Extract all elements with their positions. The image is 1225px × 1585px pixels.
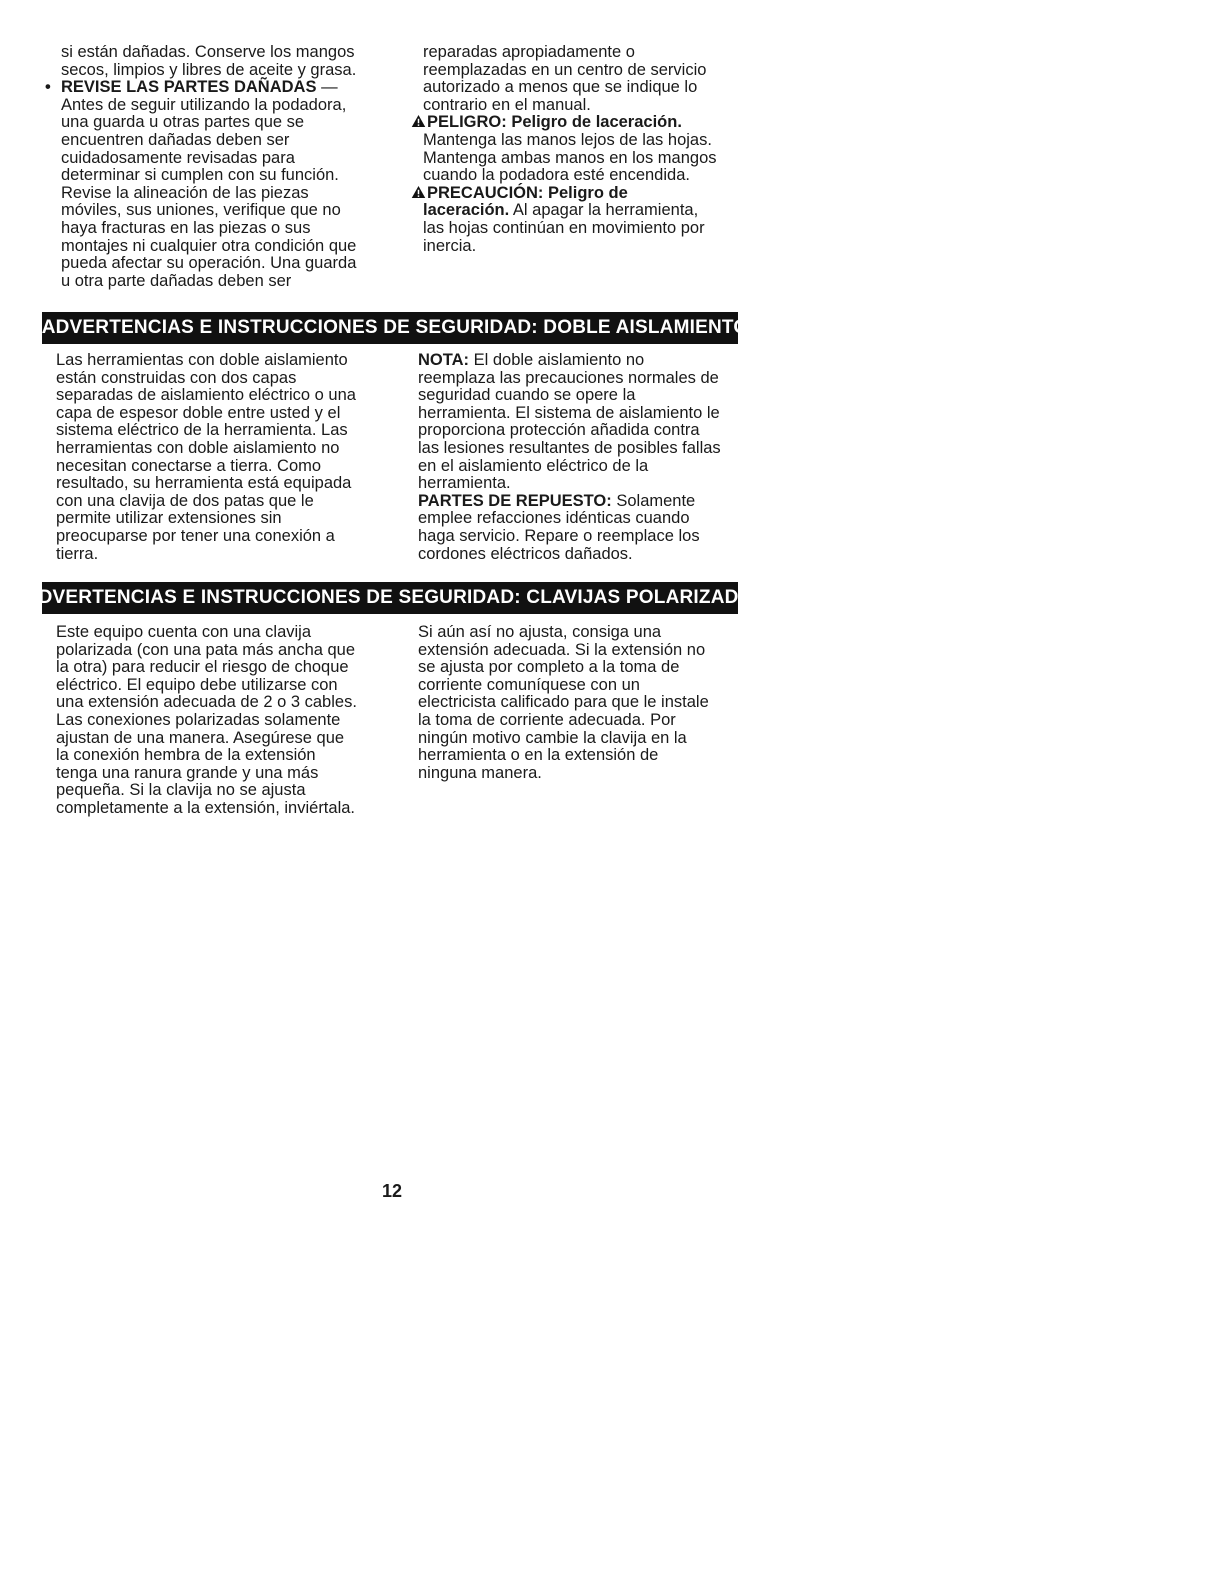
text-line: proporciona protección añadida contra — [418, 421, 700, 440]
banner-polarized-plugs-text: ADVERTENCIAS E INSTRUCCIONES DE SEGURIDAD: CLAVIJAS POLARIZADAS — [24, 587, 766, 608]
polarized-left — [56, 624, 357, 818]
text-line: necesitan conectarse a tierra. Como — [56, 456, 322, 475]
double-left-lines — [56, 352, 356, 563]
text-line: herramienta. El sistema de aislamiento le — [418, 403, 720, 422]
caution-line-2 — [423, 202, 717, 220]
text-line: Este equipo cuenta con una clavija — [56, 623, 312, 641]
text-line: ninguna manera. — [418, 763, 542, 782]
text-line: pequeña. Si la clavija no se ajusta — [56, 781, 306, 800]
top-left-lines-1 — [61, 44, 356, 79]
top-right-lines-1 — [423, 44, 717, 114]
text-line: tierra. — [56, 544, 99, 563]
partes-first: Solamente — [611, 491, 696, 510]
alert-triangle-icon — [411, 114, 426, 128]
text-line: la otra) para reducir el riesgo de choque — [56, 658, 349, 677]
text-line: las lesiones resultantes de posibles fallas — [418, 438, 721, 457]
text-line: cuando la podadora esté encendida. — [423, 166, 690, 185]
text-line: Mantenga las manos lejos de las hojas. — [423, 130, 712, 149]
text-line: herramienta o en la extensión de — [418, 746, 659, 765]
partes-lines — [418, 510, 721, 563]
alert-triangle-icon — [411, 185, 426, 199]
text-line: preocuparse por tener una conexión a — [56, 526, 335, 545]
text-line: inercia. — [423, 236, 477, 255]
text-line: corriente comuníquese con un — [418, 675, 640, 694]
text-line: pueda afectar su operación. Una guarda — [61, 254, 357, 273]
danger-lines — [423, 132, 717, 185]
text-line: reemplazadas en un centro de servicio — [423, 60, 707, 79]
double-insulation-left — [56, 352, 356, 563]
text-line: herramienta. — [418, 474, 511, 493]
text-line: haya fracturas en las piezas o sus — [61, 218, 311, 237]
caution-heading-2: laceración. — [423, 201, 510, 220]
partes-line — [418, 493, 721, 511]
text-line: montajes ni cualquier otra condición que — [61, 236, 357, 255]
nota-line — [418, 352, 721, 370]
text-line: herramientas con doble aislamiento no — [56, 438, 340, 457]
text-line: Si aún así no ajusta, consiga una — [418, 623, 662, 641]
bullet-heading: REVISE LAS PARTES DAÑADAS — [61, 78, 317, 97]
text-line: cordones eléctricos dañados. — [418, 544, 633, 563]
caution-text-1: Al apagar la herramienta, — [509, 201, 699, 220]
bullet-dash: — — [316, 78, 338, 97]
text-line: encuentren dañadas deben ser — [61, 130, 290, 149]
text-line: Mantenga ambas manos en los mangos — [423, 148, 717, 167]
text-line: reemplaza las precauciones normales de — [418, 368, 719, 387]
text-line: extensión adecuada. Si la extensión no — [418, 640, 706, 659]
page-number: 12 — [382, 1181, 403, 1201]
caution-lines — [423, 220, 717, 255]
text-line: ajustan de una manera. Asegúrese que — [56, 728, 345, 747]
bullet-dot: • — [45, 78, 51, 97]
danger-block — [411, 114, 717, 132]
text-line: permite utilizar extensiones sin — [56, 509, 282, 528]
banner-polarized-plugs — [24, 582, 766, 614]
text-line: tenga una ranura grande y una más — [56, 763, 319, 782]
text-line: capa de espesor doble entre usted y el — [56, 403, 341, 422]
text-line: u otra parte dañadas deben ser — [61, 271, 292, 290]
text-line: Las herramientas con doble aislamiento — [56, 351, 348, 369]
text-line: sistema eléctrico de la herramienta. Las — [56, 421, 348, 440]
caution-block — [411, 185, 717, 203]
text-line: si están dañadas. Conserve los mangos — [61, 43, 355, 61]
text-line: seguridad cuando se opere la — [418, 386, 636, 405]
text-line: en el aislamiento eléctrico de la — [418, 456, 649, 475]
text-line: una extensión adecuada de 2 o 3 cables. — [56, 693, 357, 712]
banner-double-insulation-text: ADVERTENCIAS E INSTRUCCIONES DE SEGURIDAD: DOBLE AISLAMIENTO — [41, 317, 749, 338]
text-line: están construidas con dos capas — [56, 368, 297, 387]
danger-heading: PELIGRO: Peligro de laceración. — [427, 113, 682, 132]
text-line: reparadas apropiadamente o — [423, 43, 635, 61]
bullet-revise-partes — [45, 78, 356, 97]
text-line: una guarda u otras partes que se — [61, 113, 305, 132]
caution-heading-1: PRECAUCIÓN: Peligro de — [427, 183, 628, 202]
text-line: las hojas continúan en movimiento por — [423, 218, 705, 237]
top-left-lines-2 — [61, 97, 356, 291]
text-line: determinar si cumplen con su función. — [61, 166, 339, 185]
polar-right-lines — [418, 624, 709, 782]
banner-double-insulation — [41, 312, 749, 344]
text-line: Las conexiones polarizadas solamente — [56, 710, 341, 729]
double-insulation-right — [418, 352, 721, 563]
nota-first: El doble aislamiento no — [469, 351, 645, 369]
text-line: móviles, sus uniones, verifique que no — [61, 201, 341, 220]
text-line: emplee refacciones idénticas cuando — [418, 509, 690, 528]
text-line: resultado, su herramienta está equipada — [56, 474, 352, 493]
text-line: polarizada (con una pata más ancha que — [56, 640, 356, 659]
text-line: contrario en el manual. — [423, 95, 591, 114]
polarized-right — [418, 624, 709, 782]
text-line: completamente a la extensión, inviértala. — [56, 798, 355, 817]
text-line: Revise la alineación de las piezas — [61, 183, 309, 202]
text-line: eléctrico. El equipo debe utilizarse con — [56, 675, 338, 694]
text-line: separadas de aislamiento eléctrico o una — [56, 386, 356, 405]
top-left-column — [45, 43, 357, 290]
text-line: se ajusta por completo a la toma de — [418, 658, 680, 677]
partes-label: PARTES DE REPUESTO: — [418, 491, 612, 510]
text-line: cuidadosamente revisadas para — [61, 148, 295, 167]
text-line: electricista calificado para que le instale — [418, 693, 709, 712]
nota-label: NOTA: — [418, 351, 470, 369]
top-right-column — [423, 44, 717, 255]
text-line: autorizado a menos que se indique lo — [423, 78, 698, 97]
text-line: Antes de seguir utilizando la podadora, — [61, 95, 347, 114]
nota-lines — [418, 370, 721, 493]
text-line: con una clavija de dos patas que le — [56, 491, 314, 510]
text-line: haga servicio. Repare o reemplace los — [418, 526, 700, 545]
text-line: la toma de corriente adecuada. Por — [418, 710, 676, 729]
text-line: secos, limpios y libres de aceite y grasa. — [61, 60, 357, 79]
text-line: ningún motivo cambie la clavija en la — [418, 728, 687, 747]
text-line: la conexión hembra de la extensión — [56, 746, 316, 765]
polar-left-lines — [56, 624, 357, 818]
